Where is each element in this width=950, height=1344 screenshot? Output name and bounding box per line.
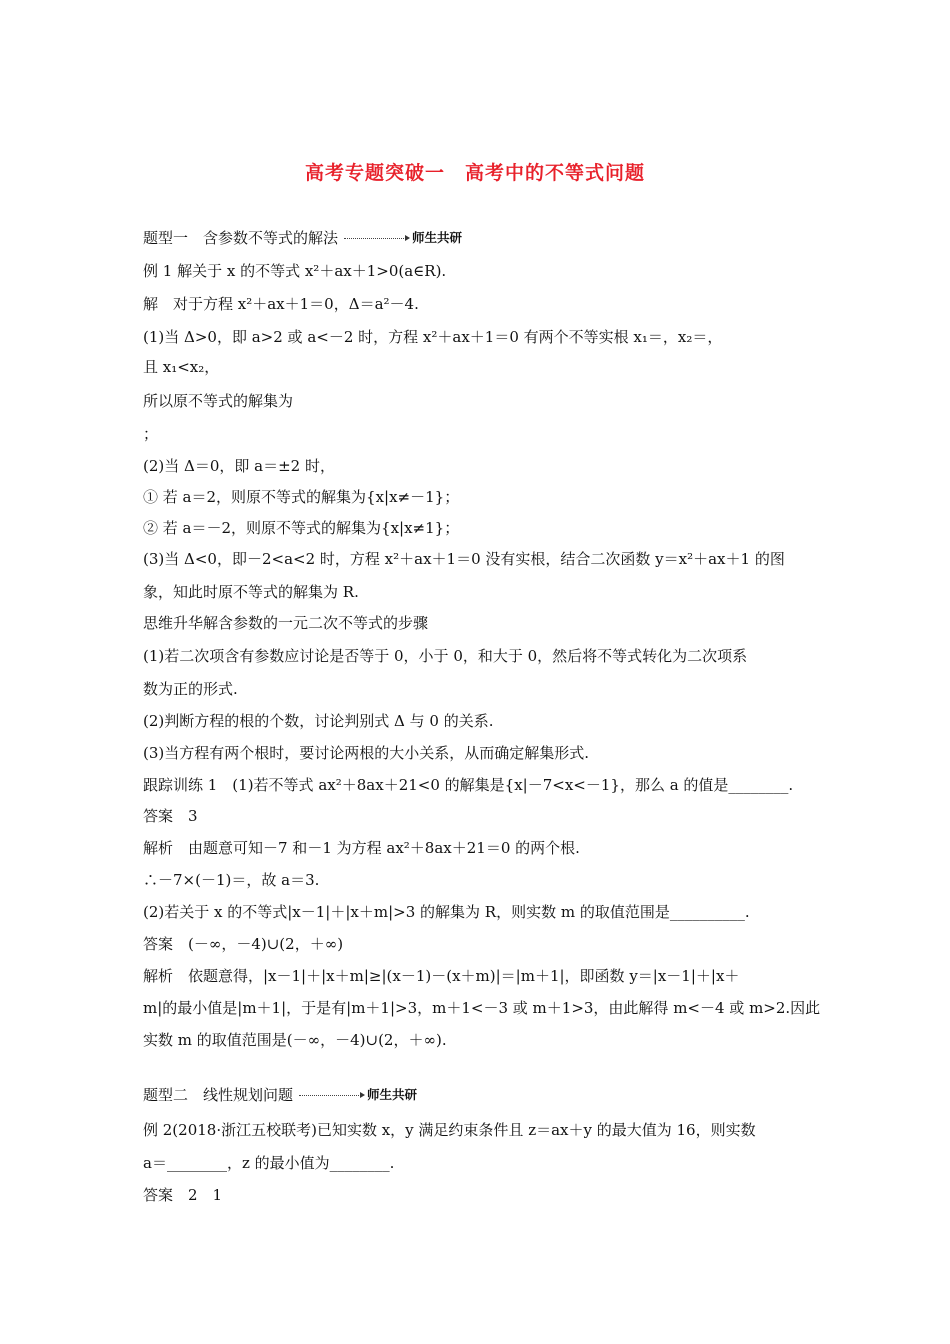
text-line: (2)判断方程的根的个数，讨论判别式 Δ 与 0 的关系. bbox=[143, 712, 494, 730]
text-line: 象，知此时原不等式的解集为 R. bbox=[143, 583, 359, 601]
text-line: 例 2(2018·浙江五校联考)已知实数 x，y 满足约束条件且 z＝ax＋y 的最大值为 16，则实数 bbox=[143, 1121, 756, 1139]
text-line: 且 x₁<x₂， bbox=[143, 358, 220, 376]
arrow-icon bbox=[299, 1095, 361, 1096]
text-line: 解 对于方程 x²＋ax＋1＝0，Δ＝a²－4. bbox=[143, 295, 419, 313]
section-heading-2 bbox=[143, 1085, 417, 1105]
text-line: ； bbox=[143, 425, 159, 443]
text-line: (2)当 Δ＝0，即 a＝±2 时， bbox=[143, 457, 335, 475]
text-line: (2)若关于 x 的不等式|x－1|＋|x＋m|>3 的解集为 R，则实数 m 的取值范围是__________. bbox=[143, 903, 750, 921]
text-line: (3)当 Δ<0，即－2<a<2 时，方程 x²＋ax＋1＝0 没有实根，结合二次函数 y＝x²＋ax＋1 的图 bbox=[143, 550, 785, 568]
text-line: ① 若 a＝2，则原不等式的解集为{x|x≠－1}； bbox=[143, 488, 460, 506]
text-line: ② 若 a＝－2，则原不等式的解集为{x|x≠1}； bbox=[143, 519, 460, 537]
text-line: 答案 3 bbox=[143, 807, 198, 825]
text-line: 所以原不等式的解集为 bbox=[143, 392, 294, 410]
text-line: 答案 2 1 bbox=[143, 1186, 223, 1204]
text-line: 数为正的形式. bbox=[143, 680, 238, 698]
text-line: (1)若二次项含有参数应讨论是否等于 0，小于 0，和大于 0，然后将不等式转化为二次项系 bbox=[143, 647, 748, 665]
section-heading-1 bbox=[143, 228, 462, 248]
text-line: 解析 由题意可知－7 和－1 为方程 ax²＋8ax＋21＝0 的两个根. bbox=[143, 839, 580, 857]
arrow-icon bbox=[344, 238, 406, 239]
text-line: 解析 依题意得，|x－1|＋|x＋m|≥|(x－1)－(x＋m)|＝|m＋1|，即函数 y＝|x－1|＋|x＋ bbox=[143, 967, 740, 985]
text-line: 跟踪训练 1 (1)若不等式 ax²＋8ax＋21<0 的解集是{x|－7<x<－1}，那么 a 的值是________. bbox=[143, 776, 794, 794]
section-label: 题型二 线性规划问题 bbox=[143, 1086, 294, 1104]
text-line: m|的最小值是|m＋1|，于是有|m＋1|>3，m＋1<－3 或 m＋1>3，由此解得 m<－4 或 m>2.因此 bbox=[143, 999, 821, 1017]
text-line: (1)当 Δ>0，即 a>2 或 a<－2 时，方程 x²＋ax＋1＝0 有两个不等实根 x₁＝，x₂＝， bbox=[143, 328, 723, 346]
text-line: 例 1 解关于 x 的不等式 x²＋ax＋1>0(a∈R). bbox=[143, 262, 447, 280]
text-line: (3)当方程有两个根时，要讨论两根的大小关系，从而确定解集形式. bbox=[143, 744, 590, 762]
text-line: 思维升华解含参数的一元二次不等式的步骤 bbox=[143, 614, 429, 632]
text-line: a＝________，z 的最小值为________. bbox=[143, 1154, 395, 1172]
text-line: 答案 (－∞，－4)∪(2，＋∞) bbox=[143, 935, 344, 953]
section-tag: 师生共研 bbox=[367, 1087, 418, 1102]
text-line: ∴－7×(－1)＝，故 a＝3. bbox=[143, 871, 320, 889]
page-title: 高考专题突破一 高考中的不等式问题 bbox=[304, 162, 645, 184]
text-line: 实数 m 的取值范围是(－∞，－4)∪(2，＋∞). bbox=[143, 1031, 447, 1049]
section-tag: 师生共研 bbox=[412, 230, 463, 245]
section-label: 题型一 含参数不等式的解法 bbox=[143, 229, 339, 247]
